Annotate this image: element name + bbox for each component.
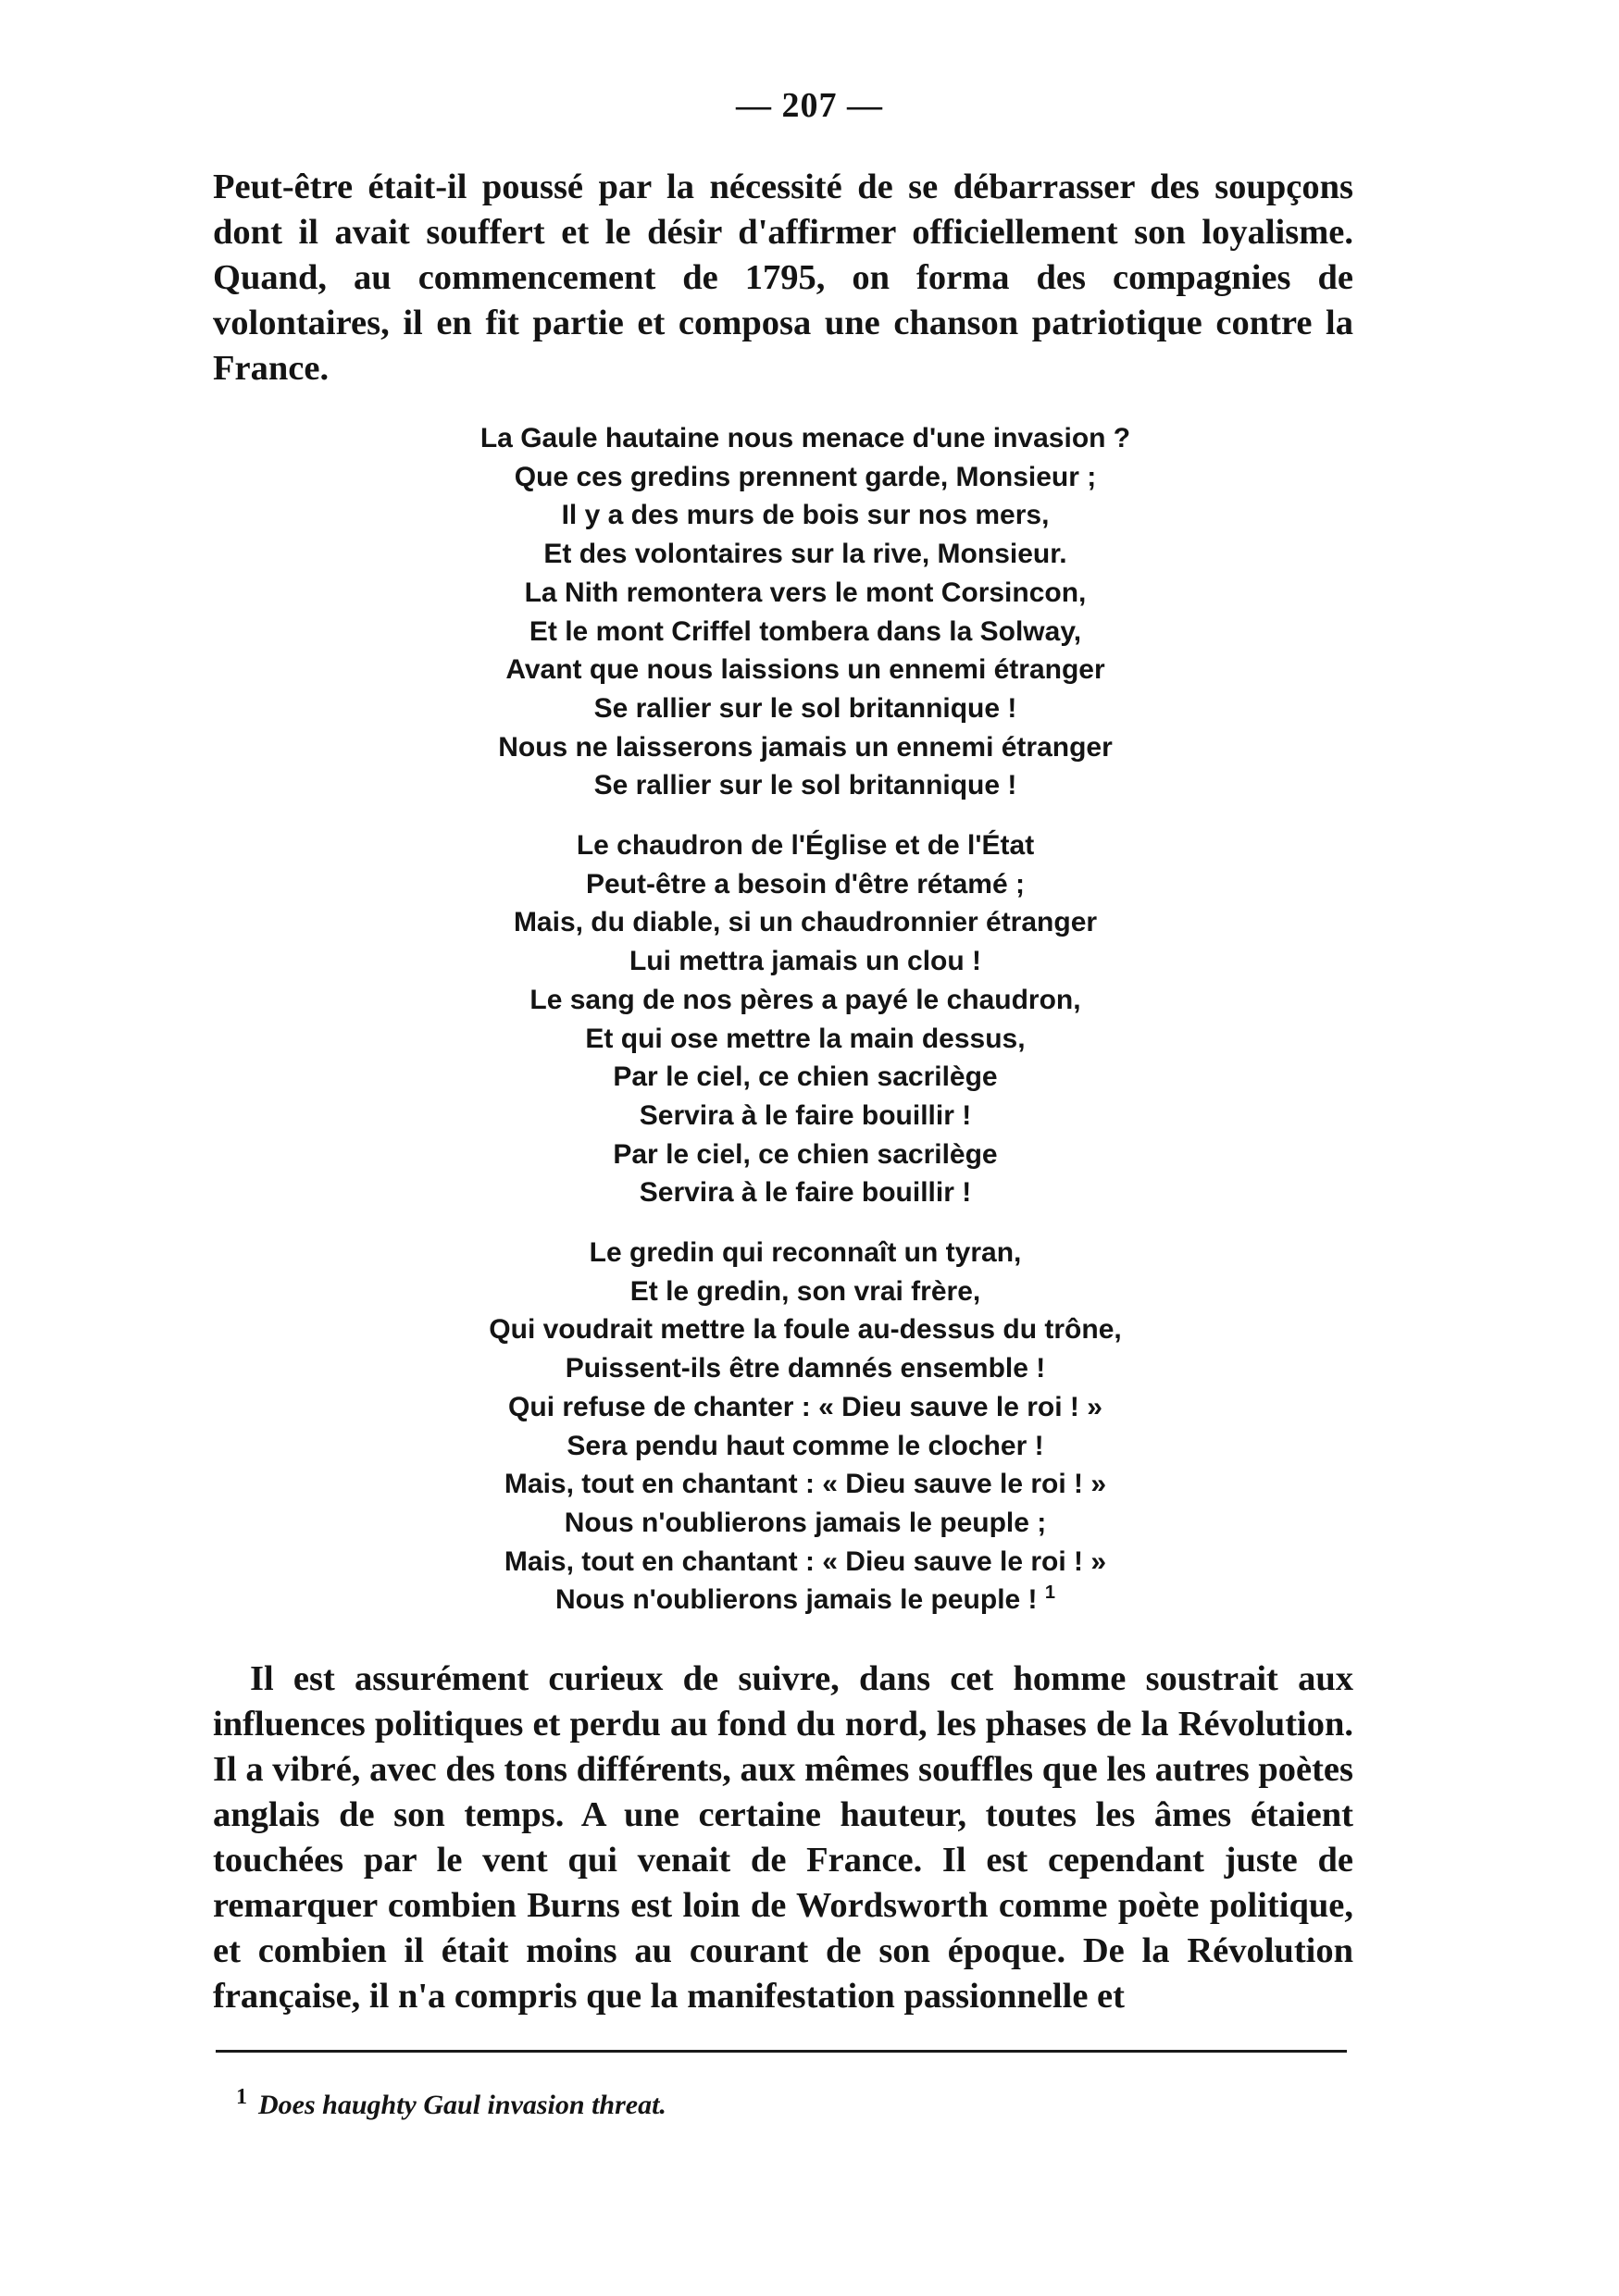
verse-line: Et le gredin, son vrai frère,: [629, 1275, 981, 1307]
poem-stanza-3: [398, 1234, 1213, 1620]
verse-line: Avant que nous laissions un ennemi étranger: [505, 654, 1105, 686]
footnote-reference: 1: [1044, 1582, 1056, 1604]
footnote-number: 1: [236, 2085, 247, 2109]
verse-line: Mais, tout en chantant : « Dieu sauve le roi ! »: [504, 1469, 1107, 1500]
verse-line: Le sang de nos pères a payé le chaudron,: [529, 984, 1081, 1015]
verse-line: Servira à le faire bouillir !: [639, 1177, 972, 1209]
verse-line: Mais, tout en chantant : « Dieu sauve le roi ! »: [504, 1545, 1107, 1577]
verse-line: Peut-être a besoin d'être rétamé ;: [586, 868, 1025, 900]
verse-line: La Nith remontera vers le mont Corsincon,: [524, 577, 1087, 608]
verse-line: Et des volontaires sur la rive, Monsieur.: [543, 539, 1067, 570]
footnote-divider: [216, 2050, 1347, 2053]
verse-line: Puissent-ils être damnés ensemble !: [565, 1353, 1046, 1384]
verse-line: Le chaudron de l'Église et de l'État: [576, 830, 1035, 861]
paragraph-intro: Peut-être était-il poussé par la nécessité de se débarrasser des soupçons dont il avait souffert et le désir d'affirmer officiellement son loyalisme. Quand, au commencement de 1795, on forma des compagnies de volontaires, il en fit partie et composa une chanson patriotique contre la France.: [213, 168, 1353, 388]
verse-line: La Gaule hautaine nous menace d'une invasion ?: [479, 423, 1131, 453]
verse-line-text: Nous n'oublierons jamais le peuple !: [554, 1584, 1038, 1616]
verse-line: Qui refuse de chanter : « Dieu sauve le roi ! »: [508, 1391, 1102, 1422]
poem-stanza-1: [398, 419, 1213, 805]
verse-line: Par le ciel, ce chien sacrilège: [613, 1061, 998, 1093]
verse-line: Et le mont Criffel tombera dans la Solway,: [529, 615, 1082, 647]
verse-line: Se rallier sur le sol britannique !: [593, 770, 1017, 801]
footnote-text: Does haughty Gaul invasion threat.: [258, 2090, 666, 2120]
verse-line: Par le ciel, ce chien sacrilège: [613, 1138, 998, 1170]
verse-line: Mais, du diable, si un chaudronnier étranger: [513, 907, 1098, 938]
verse-line: Le gredin qui reconnaît un tyran,: [589, 1237, 1022, 1268]
verse-line: Sera pendu haut comme le clocher !: [567, 1430, 1044, 1461]
verse-line: Qui voudrait mettre la foule au-dessus du trône,: [489, 1314, 1122, 1346]
verse-line: Et qui ose mettre la main dessus,: [585, 1023, 1026, 1054]
verse-line: Il y a des murs de bois sur nos mers,: [561, 500, 1050, 531]
verse-line: Lui mettra jamais un clou !: [629, 946, 982, 977]
poem-stanza-2: [398, 826, 1213, 1212]
verse-line-with-note: [398, 1581, 1213, 1620]
footnote: [236, 2085, 666, 2121]
verse-line: Se rallier sur le sol britannique !: [593, 692, 1017, 724]
page-number: — 207 —: [736, 86, 883, 125]
verse-line: Nous ne laisserons jamais un ennemi étranger: [498, 731, 1113, 763]
verse-line: Servira à le faire bouillir !: [639, 1099, 972, 1131]
verse-line: Que ces gredins prennent garde, Monsieur ;: [514, 461, 1097, 492]
paragraph-commentary: Il est assurément curieux de suivre, dans cet homme soustrait aux influences politiques et perdu au fond du nord, les phases de la Révolution. Il a vibré, avec des tons différents, aux mêmes souffles que les autres poètes anglais de son temps. A une certaine hauteur, toutes les âmes étaient touchées par le vent qui venait de France. Il est cependant juste de remarquer combien Burns est loin de Wordsworth comme poète politique, et combien il était moins au courant de son époque. De la Révolution française, il n'a compris que la manifestation passionnelle et: [213, 1659, 1353, 2016]
verse-line: Nous n'oublierons jamais le peuple ;: [564, 1507, 1047, 1538]
